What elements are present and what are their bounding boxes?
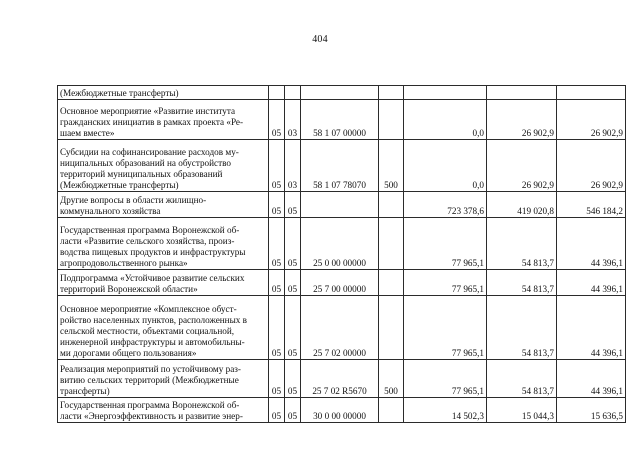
item-name-line: Подпрограмма «Устойчивое развитие сельских bbox=[60, 273, 245, 284]
target-article-cell: 25 7 02 R5670 bbox=[301, 360, 379, 398]
amount-year2-cell: 26 902,9 bbox=[487, 140, 557, 192]
section-code-cell: 05 bbox=[269, 360, 285, 398]
amount-year3-cell: 44 396,1 bbox=[557, 360, 626, 398]
item-name-cell bbox=[58, 100, 269, 140]
item-name-line: трансферты) bbox=[60, 386, 110, 397]
expense-type-cell bbox=[379, 100, 404, 140]
item-name-line: сельской местности, объектами социальной, bbox=[60, 326, 235, 337]
amount-year1-cell: 77 965,1 bbox=[404, 360, 487, 398]
item-name-cell bbox=[58, 218, 269, 270]
subsection-code-cell: 05 bbox=[285, 360, 301, 398]
table-row bbox=[58, 360, 626, 398]
item-name-line: ми дорогами общего пользования» bbox=[60, 348, 197, 359]
page-number: 404 bbox=[312, 34, 328, 45]
amount-year2-cell: 26 902,9 bbox=[487, 100, 557, 140]
expense-type-cell bbox=[379, 270, 404, 296]
item-name-line: Государственная программа Воронежской об- bbox=[60, 225, 240, 236]
target-article-cell: 58 1 07 00000 bbox=[301, 100, 379, 140]
expense-type-cell bbox=[379, 192, 404, 218]
amount-year2-cell: 54 813,7 bbox=[487, 218, 557, 270]
subsection-code-cell bbox=[285, 86, 301, 100]
section-code-cell: 05 bbox=[269, 270, 285, 296]
section-code-cell: 05 bbox=[269, 140, 285, 192]
subsection-code-cell: 05 bbox=[285, 270, 301, 296]
table-row bbox=[58, 140, 626, 192]
item-name-cell bbox=[58, 86, 269, 100]
item-name-line: ниципальных образований на обустройство bbox=[60, 158, 232, 169]
section-code-cell bbox=[269, 86, 285, 100]
item-name-line: ласти «Развитие сельского хозяйства, произ- bbox=[60, 236, 235, 247]
table-row bbox=[58, 86, 626, 100]
amount-year3-cell: 26 902,9 bbox=[557, 140, 626, 192]
amount-year3-cell: 44 396,1 bbox=[557, 218, 626, 270]
table-row bbox=[58, 218, 626, 270]
amount-year1-cell: 0,0 bbox=[404, 100, 487, 140]
section-code-cell: 05 bbox=[269, 398, 285, 423]
item-name-line: коммунального хозяйства bbox=[60, 206, 161, 217]
budget-table bbox=[57, 85, 626, 423]
target-article-cell: 58 1 07 78070 bbox=[301, 140, 379, 192]
amount-year1-cell: 77 965,1 bbox=[404, 270, 487, 296]
item-name-line: (Межбюджетные трансферты) bbox=[60, 180, 179, 191]
amount-year3-cell: 44 396,1 bbox=[557, 296, 626, 360]
item-name-line: Основное мероприятие «Комплексное обуст- bbox=[60, 304, 237, 315]
section-code-cell: 05 bbox=[269, 296, 285, 360]
item-name-cell bbox=[58, 398, 269, 423]
expense-type-cell bbox=[379, 296, 404, 360]
item-name-cell bbox=[58, 360, 269, 398]
target-article-cell: 30 0 00 00000 bbox=[301, 398, 379, 423]
amount-year3-cell: 26 902,9 bbox=[557, 100, 626, 140]
expense-type-cell bbox=[379, 398, 404, 423]
section-code-cell: 05 bbox=[269, 100, 285, 140]
item-name-cell bbox=[58, 270, 269, 296]
target-article-cell: 25 0 00 00000 bbox=[301, 218, 379, 270]
item-name-line: территорий муниципальных образований bbox=[60, 169, 223, 180]
amount-year2-cell: 54 813,7 bbox=[487, 296, 557, 360]
amount-year1-cell bbox=[404, 86, 487, 100]
subsection-code-cell: 03 bbox=[285, 100, 301, 140]
item-name-line: витию сельских территорий (Межбюджетные bbox=[60, 375, 239, 386]
item-name-line: водства пищевых продуктов и инфраструктуры bbox=[60, 247, 246, 258]
item-name-line: территорий Воронежской области» bbox=[60, 284, 198, 295]
item-name-line: Основное мероприятие «Развитие института bbox=[60, 106, 236, 117]
target-article-cell bbox=[301, 192, 379, 218]
amount-year3-cell: 44 396,1 bbox=[557, 270, 626, 296]
subsection-code-cell: 05 bbox=[285, 398, 301, 423]
table-row bbox=[58, 270, 626, 296]
target-article-cell: 25 7 00 00000 bbox=[301, 270, 379, 296]
target-article-cell bbox=[301, 86, 379, 100]
table-row bbox=[58, 398, 626, 423]
item-name-line: ласти «Энергоэффективность и развитие энер- bbox=[60, 411, 243, 422]
item-name-line: шаем вместе» bbox=[60, 128, 115, 139]
item-name-line: Субсидии на софинансирование расходов му- bbox=[60, 147, 239, 158]
item-name-line: (Межбюджетные трансферты) bbox=[60, 88, 179, 99]
amount-year1-cell: 0,0 bbox=[404, 140, 487, 192]
amount-year2-cell: 54 813,7 bbox=[487, 270, 557, 296]
item-name-line: ройство населенных пунктов, расположенных в bbox=[60, 315, 248, 326]
item-name-line: агропродовольственного рынка» bbox=[60, 258, 188, 269]
item-name-line: гражданских инициатив в рамках проекта «Ре- bbox=[60, 117, 244, 128]
expense-type-cell: 500 bbox=[379, 360, 404, 398]
amount-year3-cell: 15 636,5 bbox=[557, 398, 626, 423]
item-name-line: инженерной инфраструктуры и автомобильны- bbox=[60, 337, 245, 348]
subsection-code-cell: 05 bbox=[285, 218, 301, 270]
amount-year3-cell bbox=[557, 86, 626, 100]
expense-type-cell bbox=[379, 86, 404, 100]
table-row bbox=[58, 192, 626, 218]
table-row bbox=[58, 100, 626, 140]
amount-year1-cell: 14 502,3 bbox=[404, 398, 487, 423]
subsection-code-cell: 03 bbox=[285, 140, 301, 192]
table-row bbox=[58, 296, 626, 360]
section-code-cell: 05 bbox=[269, 218, 285, 270]
amount-year2-cell: 15 044,3 bbox=[487, 398, 557, 423]
section-code-cell: 05 bbox=[269, 192, 285, 218]
target-article-cell: 25 7 02 00000 bbox=[301, 296, 379, 360]
budget-table-body bbox=[58, 86, 626, 423]
subsection-code-cell: 05 bbox=[285, 296, 301, 360]
item-name-line: Другие вопросы в области жилищно- bbox=[60, 195, 207, 206]
expense-type-cell bbox=[379, 218, 404, 270]
amount-year1-cell: 77 965,1 bbox=[404, 296, 487, 360]
item-name-cell bbox=[58, 140, 269, 192]
item-name-line: Реализация мероприятий по устойчивому раз- bbox=[60, 364, 241, 375]
subsection-code-cell: 05 bbox=[285, 192, 301, 218]
item-name-line: Государственная программа Воронежской об- bbox=[60, 400, 240, 411]
item-name-cell bbox=[58, 296, 269, 360]
item-name-cell bbox=[58, 192, 269, 218]
amount-year2-cell: 54 813,7 bbox=[487, 360, 557, 398]
amount-year2-cell bbox=[487, 86, 557, 100]
amount-year1-cell: 77 965,1 bbox=[404, 218, 487, 270]
amount-year3-cell: 546 184,2 bbox=[557, 192, 626, 218]
amount-year2-cell: 419 020,8 bbox=[487, 192, 557, 218]
amount-year1-cell: 723 378,6 bbox=[404, 192, 487, 218]
expense-type-cell: 500 bbox=[379, 140, 404, 192]
